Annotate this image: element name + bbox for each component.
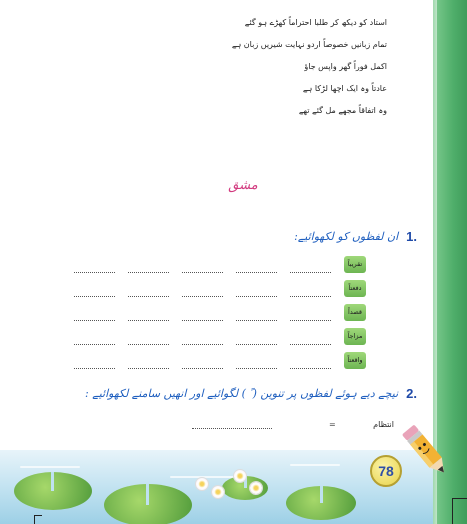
answer-row [192, 420, 412, 434]
blank-row [74, 306, 331, 330]
word-tag: تقریباً [344, 256, 366, 273]
lily-pad-icon [286, 486, 356, 520]
crop-mark [452, 498, 453, 524]
exercise-title: مشق [228, 178, 258, 193]
flower-icon [212, 486, 224, 498]
blank-row [74, 354, 331, 378]
blank-line[interactable] [182, 272, 223, 273]
lily-pad-icon [104, 484, 192, 524]
blank-row [74, 258, 331, 282]
question-text: ان لفظوں کو لکھوائیے: [294, 230, 399, 243]
blank-line[interactable] [74, 344, 115, 345]
blank-line[interactable] [290, 296, 331, 297]
blank-line[interactable] [128, 368, 169, 369]
word-list [344, 256, 366, 376]
blank-line[interactable] [74, 320, 115, 321]
blank-line[interactable] [74, 368, 115, 369]
word-tag: دفعتاً [344, 280, 366, 297]
blank-line[interactable] [236, 368, 277, 369]
ripple [290, 464, 340, 466]
blank-row [74, 282, 331, 306]
word-tag: مزاجاً [344, 328, 366, 345]
flower-icon [250, 482, 262, 494]
answer-blank[interactable] [192, 428, 272, 429]
blank-line[interactable] [290, 272, 331, 273]
sentence: تمام زبانیں خصوصاً اردو نہایت شیریں زبان ہے [231, 40, 387, 49]
blank-line[interactable] [74, 296, 115, 297]
blank-line[interactable] [182, 320, 223, 321]
equals-sign: = [329, 420, 336, 429]
blank-line[interactable] [290, 344, 331, 345]
sentence: استاد کو دیکھ کر طلبا احتراماً کھڑے ہو گئے [244, 18, 387, 27]
blank-line[interactable] [182, 344, 223, 345]
blank-line[interactable] [182, 368, 223, 369]
question-1 [294, 229, 417, 244]
crop-mark [452, 498, 467, 499]
flower-icon [196, 478, 208, 490]
pencil-icon [396, 421, 456, 481]
example-sentences [127, 12, 387, 122]
question-text: نیچے دیے ہوئے لفظوں پر تنوین ( ً ) لگوائیے اور انھیں سامنے لکھوائیے : [85, 387, 399, 400]
sentence: وہ اتفاقاً مجھے مل گئے تھے [298, 106, 387, 115]
pond-illustration [0, 436, 433, 524]
blank-line[interactable] [236, 344, 277, 345]
blank-line[interactable] [128, 272, 169, 273]
blank-line[interactable] [128, 344, 169, 345]
blank-line[interactable] [128, 320, 169, 321]
blank-row [74, 330, 331, 354]
question-2 [85, 386, 417, 401]
question-number: 1. [406, 229, 417, 244]
blank-line[interactable] [236, 296, 277, 297]
word-tag: قصداً [344, 304, 366, 321]
example-word: انتظام [373, 420, 394, 429]
blank-line[interactable] [128, 296, 169, 297]
word-tag: واقعتاً [344, 352, 366, 369]
crop-mark [34, 515, 42, 516]
blank-line[interactable] [236, 320, 277, 321]
page-number-badge: 78 [370, 455, 402, 487]
writing-blanks [74, 258, 331, 378]
lily-pad-icon [14, 472, 92, 510]
sentence: عادتاً وہ ایک اچھا لڑکا ہے [302, 84, 387, 93]
flower-icon [234, 470, 246, 482]
blank-line[interactable] [290, 320, 331, 321]
question-number: 2. [406, 386, 417, 401]
blank-line[interactable] [236, 272, 277, 273]
blank-line[interactable] [74, 272, 115, 273]
sentence: اکمل فوراً گھر واپس جاؤ [304, 62, 387, 71]
blank-line[interactable] [290, 368, 331, 369]
crop-mark [34, 515, 35, 524]
ripple [20, 466, 80, 468]
blank-line[interactable] [182, 296, 223, 297]
